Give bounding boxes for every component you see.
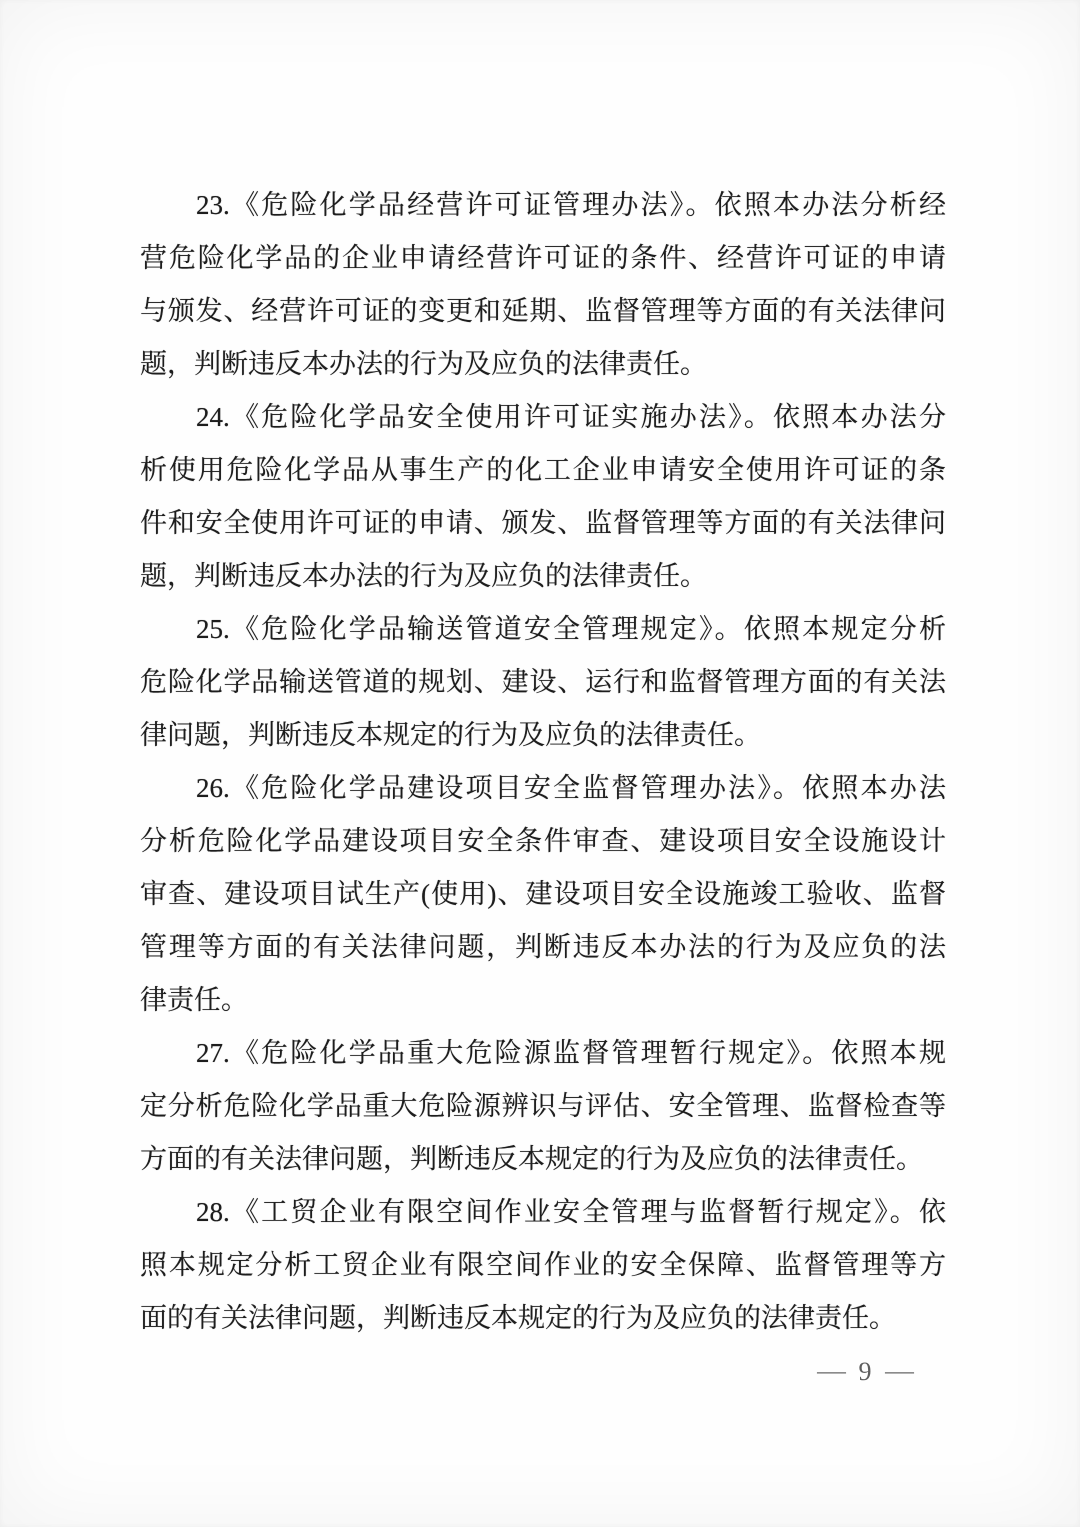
text-line: 25.《危险化学品输送管道安全管理规定》。依照本规定分析 [196,614,946,644]
paragraph-26 [140,762,946,1027]
footer-right-dash: — [884,1358,914,1385]
text-line: 定分析危险化学品重大危险源辨识与评估、安全管理、监督检查等 [140,1091,946,1121]
text-line: 24.《危险化学品安全使用许可证实施办法》。依照本办法分 [196,402,946,432]
text-line: 题，判断违反本办法的行为及应负的法律责任。 [140,349,707,379]
page-number: 9 [858,1357,872,1386]
text-line: 28.《工贸企业有限空间作业安全管理与监督暂行规定》。依 [196,1197,946,1227]
text-line: 件和安全使用许可证的申请、颁发、监督管理等方面的有关法律问 [140,508,946,538]
text-line: 律问题，判断违反本规定的行为及应负的法律责任。 [140,720,761,750]
page-footer [800,1352,930,1392]
paragraph-24 [140,391,946,603]
text-line: 危险化学品输送管道的规划、建设、运行和监督管理方面的有关法 [140,667,946,697]
text-line: 方面的有关法律问题，判断违反本规定的行为及应负的法律责任。 [140,1144,923,1174]
text-line: 营危险化学品的企业申请经营许可证的条件、经营许可证的申请 [140,243,946,273]
text-line: 审查、建设项目试生产(使用)、建设项目安全设施竣工验收、监督 [140,879,946,909]
text-line: 面的有关法律问题，判断违反本规定的行为及应负的法律责任。 [140,1303,896,1333]
paragraph-25 [140,603,946,762]
text-line: 照本规定分析工贸企业有限空间作业的安全保障、监督管理等方 [140,1250,946,1280]
paragraph-27 [140,1027,946,1186]
text-line: 26.《危险化学品建设项目安全监督管理办法》。依照本办法 [196,773,946,803]
paragraph-28 [140,1186,946,1345]
text-line: 管理等方面的有关法律问题，判断违反本办法的行为及应负的法 [140,932,946,962]
paragraph-23 [140,179,946,391]
text-line: 律责任。 [140,985,248,1015]
text-line: 23.《危险化学品经营许可证管理办法》。依照本办法分析经 [196,190,946,220]
text-line: 题，判断违反本办法的行为及应负的法律责任。 [140,561,707,591]
footer-left-dash: — [816,1358,846,1385]
document-body [140,179,946,1345]
text-line: 27.《危险化学品重大危险源监督管理暂行规定》。依照本规 [196,1038,946,1068]
text-line: 与颁发、经营许可证的变更和延期、监督管理等方面的有关法律问 [140,296,946,326]
text-line: 析使用危险化学品从事生产的化工企业申请安全使用许可证的条 [140,455,946,485]
text-line: 分析危险化学品建设项目安全条件审查、建设项目安全设施设计 [140,826,946,856]
